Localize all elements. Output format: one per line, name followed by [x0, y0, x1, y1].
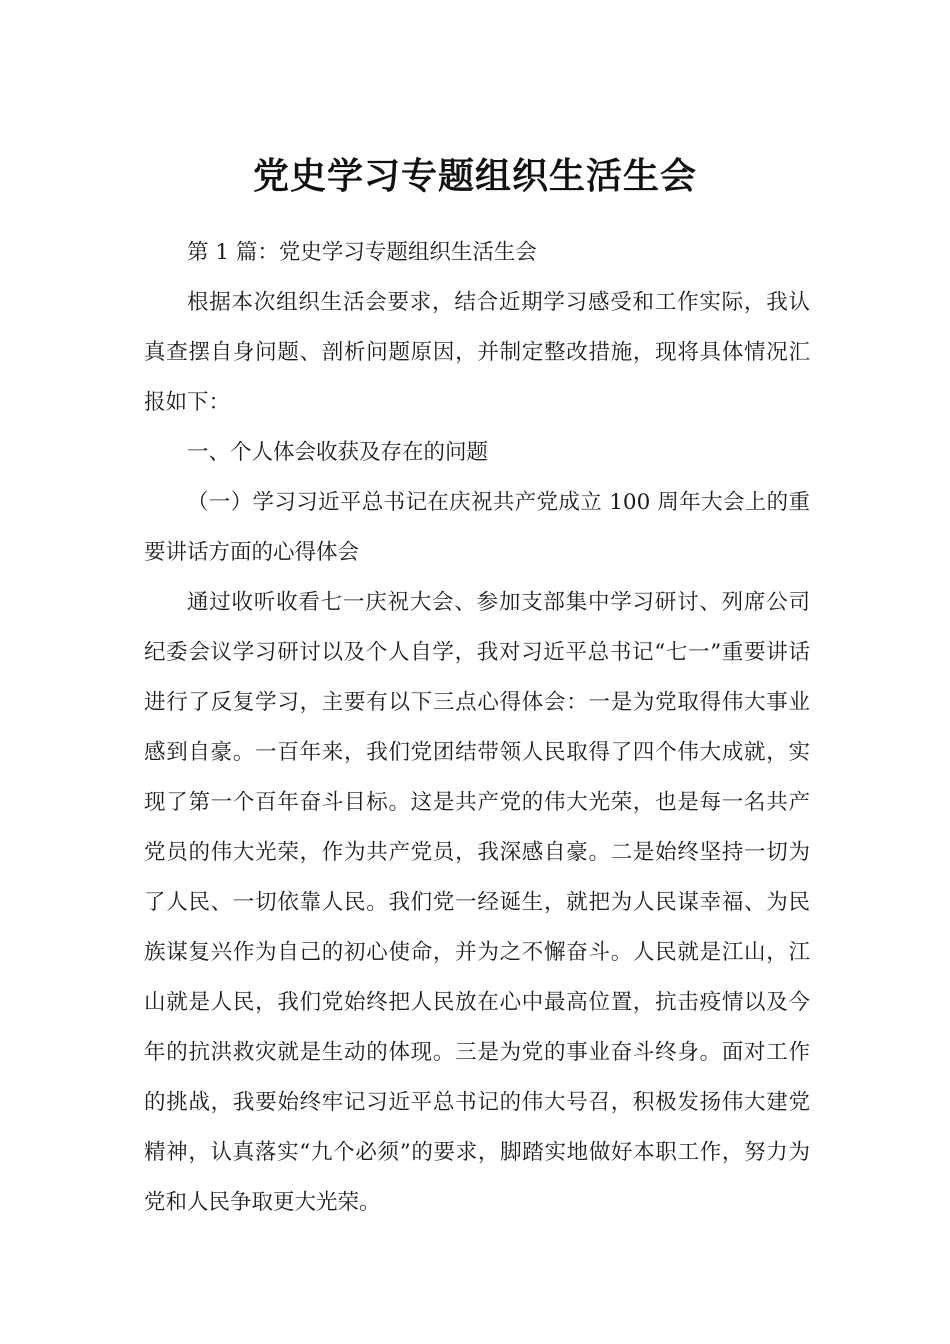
section-heading-chapter: 第 1 篇：党史学习专题组织生活生会 [187, 240, 537, 265]
section-heading-1: 一、个人体会收获及存在的问题 [187, 440, 489, 465]
paragraph-intro: 根据本次组织生活会要求，结合近期学习感受和工作实际，我认真查摆自身问题、剖析问题原因，并制定整改措施，现将具体情况汇报如下： [144, 290, 810, 415]
subsection-heading-1: （一）学习习近平总书记在庆祝共产党成立 100 周年大会上的重要讲话方面的心得体会 [144, 490, 810, 565]
document-body [144, 228, 810, 1228]
paragraph-body: 通过收听收看七一庆祝大会、参加支部集中学习研讨、列席公司纪委会议学习研讨以及个人自学，我对习近平总书记“七一”重要讲话进行了反复学习，主要有以下三点心得体会：一是为党取得伟大事业感到自豪。一百年来，我们党团结带领人民取得了四个伟大成就，实现了第一个百年奋斗目标。这是共产党的伟大光荣，也是每一名共产党员的伟大光荣，作为共产党员，我深感自豪。二是始终坚持一切为了人民、一切依靠人民。我们党一经诞生，就把为人民谋幸福、为民族谋复兴作为自己的初心使命，并为之不懈奋斗。人民就是江山，江山就是人民，我们党始终把人民放在心中最高位置，抗击疫情以及今年的抗洪救灾就是生动的体现。三是为党的事业奋斗终身。面对工作的挑战，我要始终牢记习近平总书记的伟大号召，积极发扬伟大建党精神，认真落实“九个必须”的要求，脚踏实地做好本职工作，努力为党和人民争取更大光荣。 [144, 590, 810, 1215]
document-title: 党史学习专题组织生活生会 [252, 156, 697, 198]
